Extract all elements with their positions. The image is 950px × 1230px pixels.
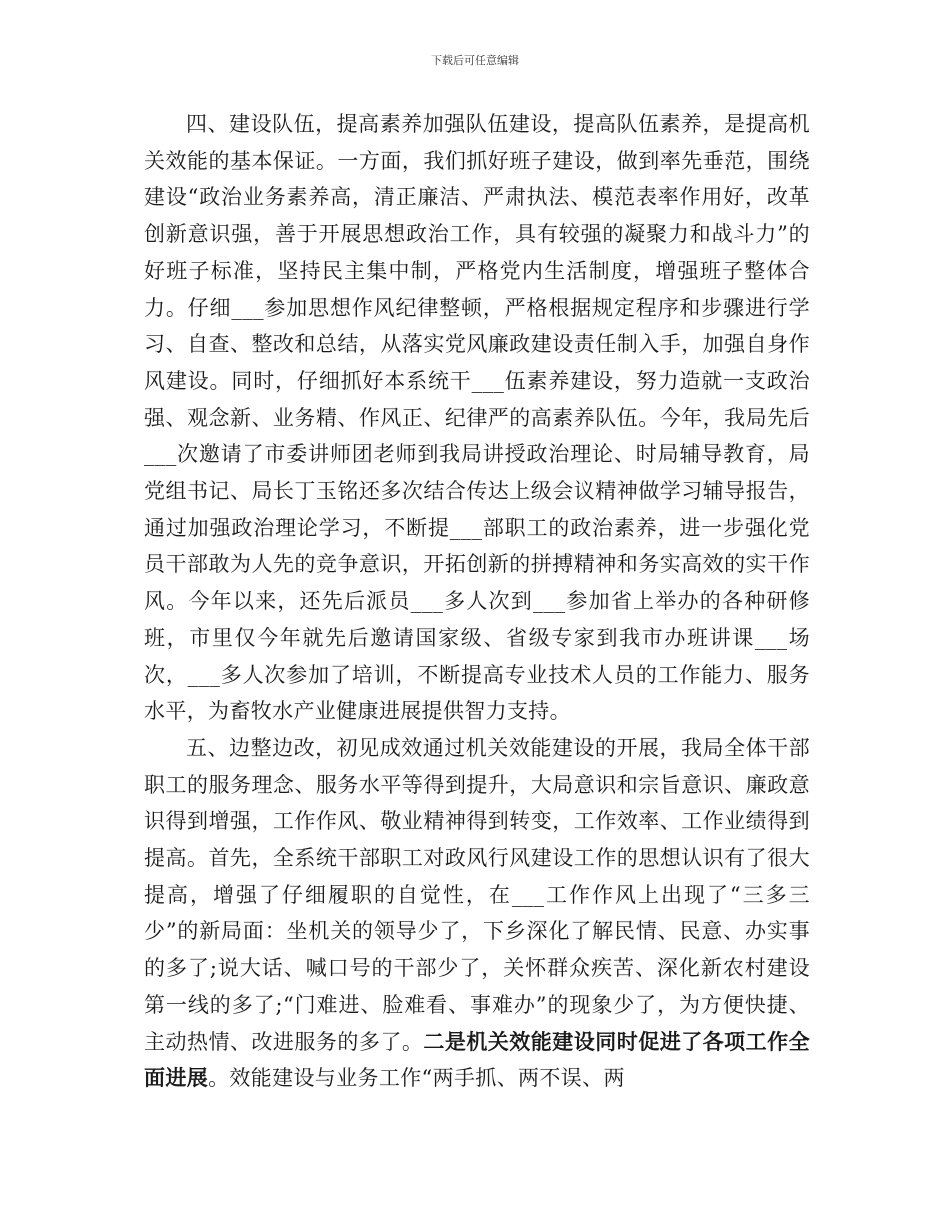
paragraph-rectification: [144, 730, 810, 1097]
page-header: 下载后可任意编辑: [431, 54, 519, 67]
bold-highlight-text: 二是机关效能建设同时促进了各项工作全面进展: [144, 1028, 810, 1091]
paragraph-rectification-text: 五、边整边改，初见成效通过机关效能建设的开展，我局全体干部职工的服务理念、服务水平等得到提升，大局意识和宗旨意识、廉政意识得到增强，工作作风、敬业精神得到转变，工作效率、工作业绩得到提高。首先，全系统干部职工对政风行风建设工作的思想认识有了很大提高，增强了仔细履职的自觉性，在___工作作风上出现了“三多三少”的新局面：坐机关的领导少了，下乡深化了解民情、民意、办实事的多了;说大话、喊口号的干部少了，关怀群众疾苦、深化新农村建设第一线的多了;“门难进、脸难看、事难办”的现象少了，为方便快捷、主动热情、改进服务的多了。: [144, 735, 810, 1054]
document-body: [144, 106, 810, 1097]
paragraph-team-building: 四、建设队伍，提高素养加强队伍建设，提高队伍素养，是提高机关效能的基本保证。一方面，我们抓好班子建设，做到率先垂范，围绕建设“政治业务素养高，清正廉洁、严肃执法、模范表率作用好，改革创新意识强，善于开展思想政治工作，具有较强的凝聚力和战斗力”的好班子标准，坚持民主集中制，严格党内生活制度，增强班子整体合力。仔细___参加思想作风纪律整顿，严格根据规定程序和步骤进行学习、自查、整改和总结，从落实党风廉政建设责任制入手，加强自身作风建设。同时，仔细抓好本系统干___伍素养建设，努力造就一支政治强、观念新、业务精、作风正、纪律严的高素养队伍。今年，我局先后___次邀请了市委讲师团老师到我局讲授政治理论、时局辅导教育，局党组书记、局长丁玉铭还多次结合传达上级会议精神做学习辅导报告，通过加强政治理论学习，不断提___部职工的政治素养，进一步强化党员干部敢为人先的竞争意识，开拓创新的拼搏精神和务实高效的实干作风。今年以来，还先后派员___多人次到___参加省上举办的各种研修班，市里仅今年就先后邀请国家级、省级专家到我市办班讲课___场次，___多人次参加了培训，不断提高专业技术人员的工作能力、服务水平，为畜牧水产业健康进展提供智力支持。: [144, 112, 810, 724]
paragraph-rectification-tail: 。效能建设与业务工作“两手抓、两不误、两: [208, 1066, 625, 1091]
